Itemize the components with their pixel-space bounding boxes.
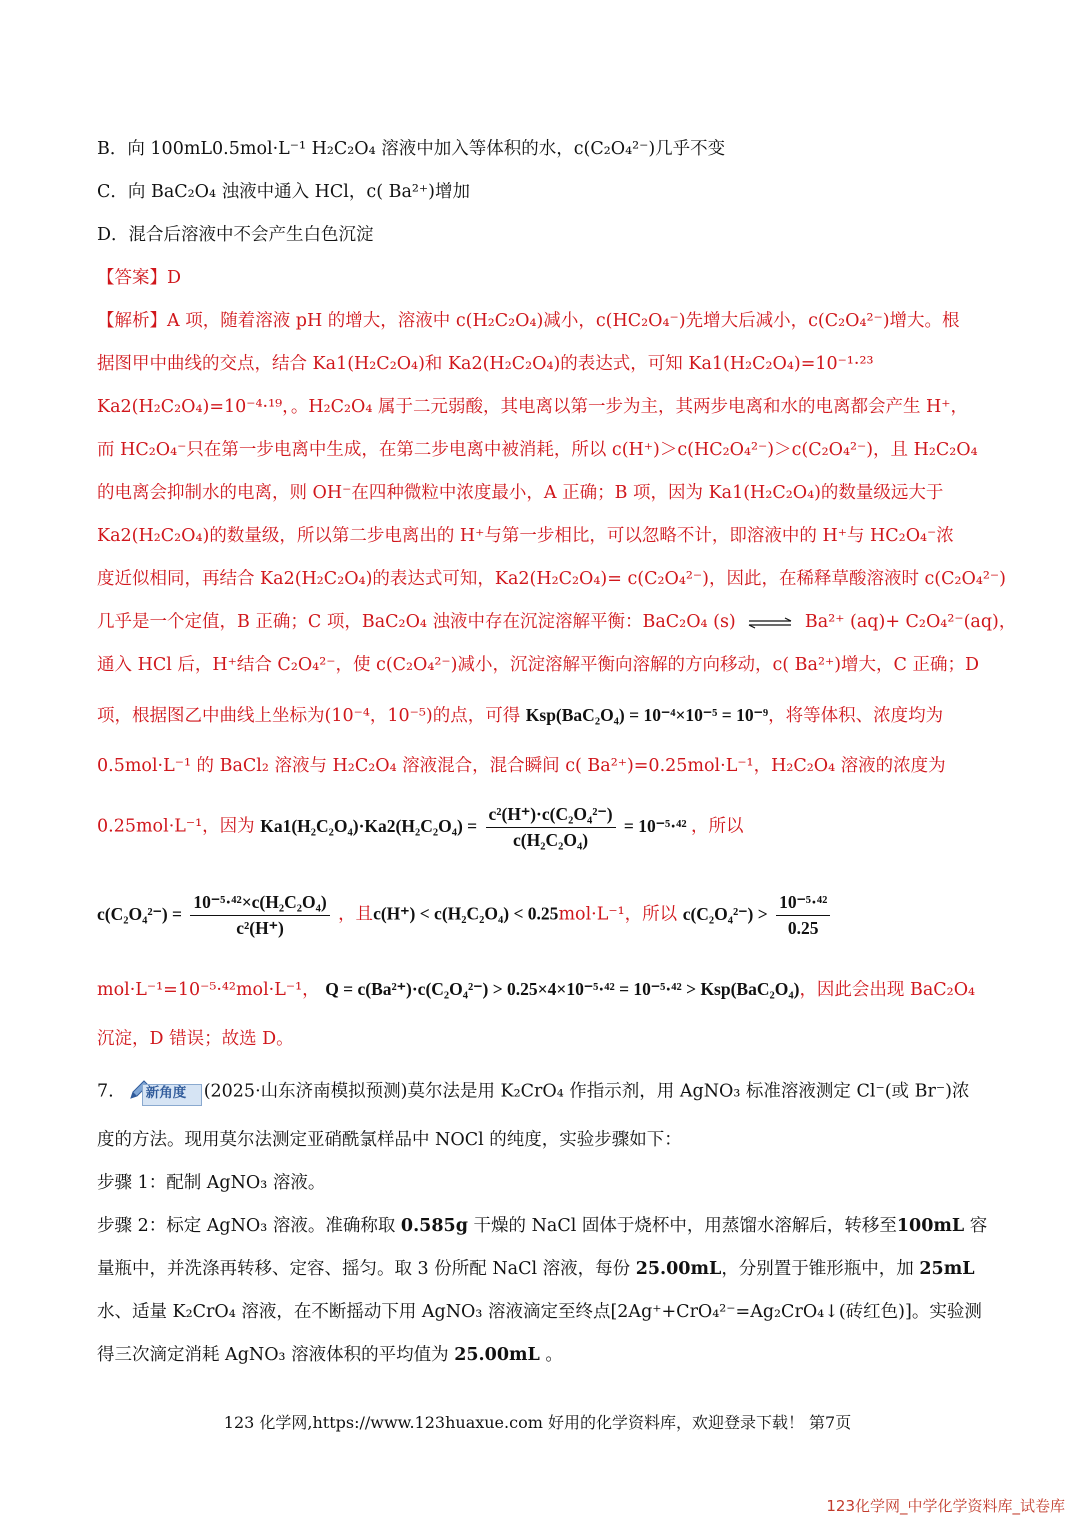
c2o4-equation xyxy=(97,892,338,938)
page-footer: 123 化学网,https://www.123huaxue.com 好用的化学资料库，欢迎登录下载！ 第7页 xyxy=(223,1413,852,1432)
analysis-text: 项，根据图乙中曲线上坐标为(10⁻⁴，10⁻⁵)的点，可得 xyxy=(97,706,521,726)
step-value: 25.00mL xyxy=(454,1345,540,1365)
analysis-text: ，因此会出现 BaC₂O₄ xyxy=(799,980,976,1000)
analysis-text: mol·L⁻¹，所以 xyxy=(558,904,678,925)
analysis-line-13 xyxy=(97,892,834,939)
analysis-line-9: 通入 HCl 后，H⁺结合 C₂O₄²⁻，使 c(C₂O₄²⁻)减小，沉淀溶解平衡向溶解的方向移动，c( Ba²⁺)增大，C 正确；D xyxy=(97,655,980,675)
fraction xyxy=(190,892,329,939)
equation-right: = 10⁻⁵·⁴² xyxy=(623,815,687,836)
step-value: 100mL xyxy=(896,1216,965,1236)
q-equation: Q = c(Ba²⁺)·c(C₂O₄²⁻) > 0.25×4×10⁻⁵·⁴² = 10⁻⁵·⁴² > Ksp(BaC₂O₄) xyxy=(325,979,800,999)
c2o4-bound-equation xyxy=(682,892,835,938)
ksp-equation: Ksp(BaC₂O₄) = 10⁻⁴×10⁻⁵ = 10⁻⁹ xyxy=(525,705,769,725)
step-value: 0.585g xyxy=(400,1216,468,1236)
fraction xyxy=(776,892,830,939)
question-7-line-2: 度的方法。现用莫尔法测定亚硝酰氯样品中 NOCl 的纯度，实验步骤如下： xyxy=(97,1130,682,1150)
step-2-line-4 xyxy=(97,1345,563,1366)
ka-product-equation xyxy=(260,804,691,850)
step-2-line-2 xyxy=(97,1259,975,1280)
step-text: 。 xyxy=(539,1345,563,1365)
fraction-numerator: c²(H⁺)·c(C₂O₄²⁻) xyxy=(486,804,616,828)
fraction-denominator: c(H₂C₂O₄) xyxy=(513,830,589,850)
option-b: B．向 100mL0.5mol·L⁻¹ H₂C₂O₄ 溶液中加入等体积的水，c(C₂O₄²⁻)几乎不变 xyxy=(97,139,726,159)
analysis-line-3: Ka2(H₂C₂O₄)=10⁻⁴·¹⁹，。H₂C₂O₄ 属于二元弱酸，其电离以第一步为主，其两步电离和水的电离都会产生 H⁺， xyxy=(97,397,969,417)
step-2-line-3: 水、适量 K₂CrO₄ 溶液，在不断摇动下用 AgNO₃ 溶液滴定至终点[2Ag⁺+CrO₄²⁻=Ag₂CrO₄↓(砖红色)]。实验测 xyxy=(97,1302,982,1322)
step-text: ，分别置于锥形瓶中，加 xyxy=(721,1259,920,1279)
step-value: 25.00mL xyxy=(635,1259,722,1279)
fraction-denominator: c²(H⁺) xyxy=(236,918,284,938)
step-text: 得三次滴定消耗 AgNO₃ 溶液体积的平均值为 xyxy=(97,1345,455,1365)
analysis-line-7: 度近似相同，再结合 Ka2(H₂C₂O₄)的表达式可知，Ka2(H₂C₂O₄)= c(C₂O₄²⁻)，因此，在稀释草酸溶液时 c(C₂O₄²⁻) xyxy=(97,569,1006,589)
step-text: 干燥的 NaCl 固体于烧杯中，用蒸馏水溶解后，转移至 xyxy=(467,1216,897,1236)
analysis-text: 0.25mol·L⁻¹，因为 xyxy=(97,816,255,837)
equation-left: Ka1(H₂C₂O₄)·Ka2(H₂C₂O₄) = xyxy=(260,815,478,836)
fraction xyxy=(486,804,616,851)
step-text: 量瓶中，并洗涤再转移、定容、摇匀。取 3 份所配 NaCl 溶液，每份 xyxy=(97,1259,636,1279)
analysis-line-14 xyxy=(97,979,975,1001)
analysis-label: 【解析】 xyxy=(97,311,167,331)
answer-label: 【答案】 xyxy=(97,268,167,288)
new-angle-badge xyxy=(128,1078,202,1106)
analysis-text: 几乎是一个定值，B 正确；C 项，BaC₂O₄ 浊液中存在沉淀溶解平衡：BaC₂O₄ (s) xyxy=(97,612,736,632)
analysis-text: ，将等体积、浓度均为 xyxy=(768,706,944,726)
analysis-line-15: 沉淀，D 错误；故选 D。 xyxy=(97,1029,294,1049)
analysis-text: A 项，随着溶液 pH 的增大，溶液中 c(H₂C₂O₄)减小，c(HC₂O₄⁻)先增大后减小，c(C₂O₄²⁻)增大。根 xyxy=(167,311,960,331)
analysis-line-5: 的电离会抑制水的电离，则 OH⁻在四种微粒中浓度最小，A 正确；B 项，因为 Ka1(H₂C₂O₄)的数量级远大于 xyxy=(97,483,944,503)
question-number: 7. xyxy=(97,1081,114,1102)
analysis-text: mol·L⁻¹=10⁻⁵·⁴²mol·L⁻¹， xyxy=(97,980,320,1000)
analysis-text: ，且 xyxy=(338,904,374,925)
analysis-line-1 xyxy=(97,311,960,332)
step-text: 容 xyxy=(964,1216,988,1236)
watermark: 123化学网_中学化学资料库_试卷库 xyxy=(826,1497,1065,1515)
analysis-text: Ba²⁺ (aq)+ C₂O₄²⁻(aq)， xyxy=(804,612,1017,632)
equation-left: c(C₂O₄²⁻) > xyxy=(682,903,768,924)
analysis-line-6: Ka2(H₂C₂O₄)的数量级，所以第二步电离出的 H⁺与第一步相比，可以忽略不计，即溶液中的 H⁺与 HC₂O₄⁻浓 xyxy=(97,526,954,546)
analysis-line-8 xyxy=(97,612,1016,633)
option-d: D．混合后溶液中不会产生白色沉淀 xyxy=(97,225,374,245)
analysis-line-4: 而 HC₂O₄⁻只在第一步电离中生成，在第二步电离中被消耗，所以 c(H⁺)＞c(HC₂O₄²⁻)＞c(C₂O₄²⁻)，且 H₂C₂O₄ xyxy=(97,440,978,460)
option-c: C．向 BaC₂O₄ 浊液中通入 HCl，c( Ba²⁺)增加 xyxy=(97,182,470,202)
analysis-line-10 xyxy=(97,705,943,727)
fraction-numerator: 10⁻⁵·⁴²×c(H₂C₂O₄) xyxy=(190,892,329,916)
equilibrium-arrows-icon xyxy=(747,617,793,629)
step-text: 步骤 2：标定 AgNO₃ 溶液。准确称取 xyxy=(97,1216,401,1236)
badge-label: 新角度 xyxy=(145,1085,187,1101)
step-value: 25mL xyxy=(919,1259,975,1279)
answer-value: D xyxy=(167,268,182,288)
analysis-line-11: 0.5mol·L⁻¹ 的 BaCl₂ 溶液与 H₂C₂O₄ 溶液混合，混合瞬间 c( Ba²⁺)=0.25mol·L⁻¹，H₂C₂O₄ 溶液的浓度为 xyxy=(97,756,946,776)
analysis-line-12 xyxy=(97,804,743,851)
answer-line xyxy=(97,268,181,289)
inequality-equation: c(H⁺) < c(H₂C₂O₄) < 0.25 xyxy=(373,903,559,924)
question-7-line-1 xyxy=(97,1078,969,1106)
step-2-line-1 xyxy=(97,1216,987,1237)
fraction-denominator: 0.25 xyxy=(787,918,819,938)
equation-left: c(C₂O₄²⁻) = xyxy=(97,903,182,924)
fraction-numerator: 10⁻⁵·⁴² xyxy=(776,892,830,916)
analysis-text: ，所以 xyxy=(690,816,744,837)
question-text: (2025·山东济南模拟预测)莫尔法是用 K₂CrO₄ 作指示剂，用 AgNO₃ 标准溶液测定 Cl⁻(或 Br⁻)浓 xyxy=(203,1081,970,1102)
step-1: 步骤 1：配制 AgNO₃ 溶液。 xyxy=(97,1173,326,1193)
analysis-line-2: 据图甲中曲线的交点，结合 Ka1(H₂C₂O₄)和 Ka2(H₂C₂O₄)的表达式，可知 Ka1(H₂C₂O₄)=10⁻¹·²³ xyxy=(97,354,874,374)
